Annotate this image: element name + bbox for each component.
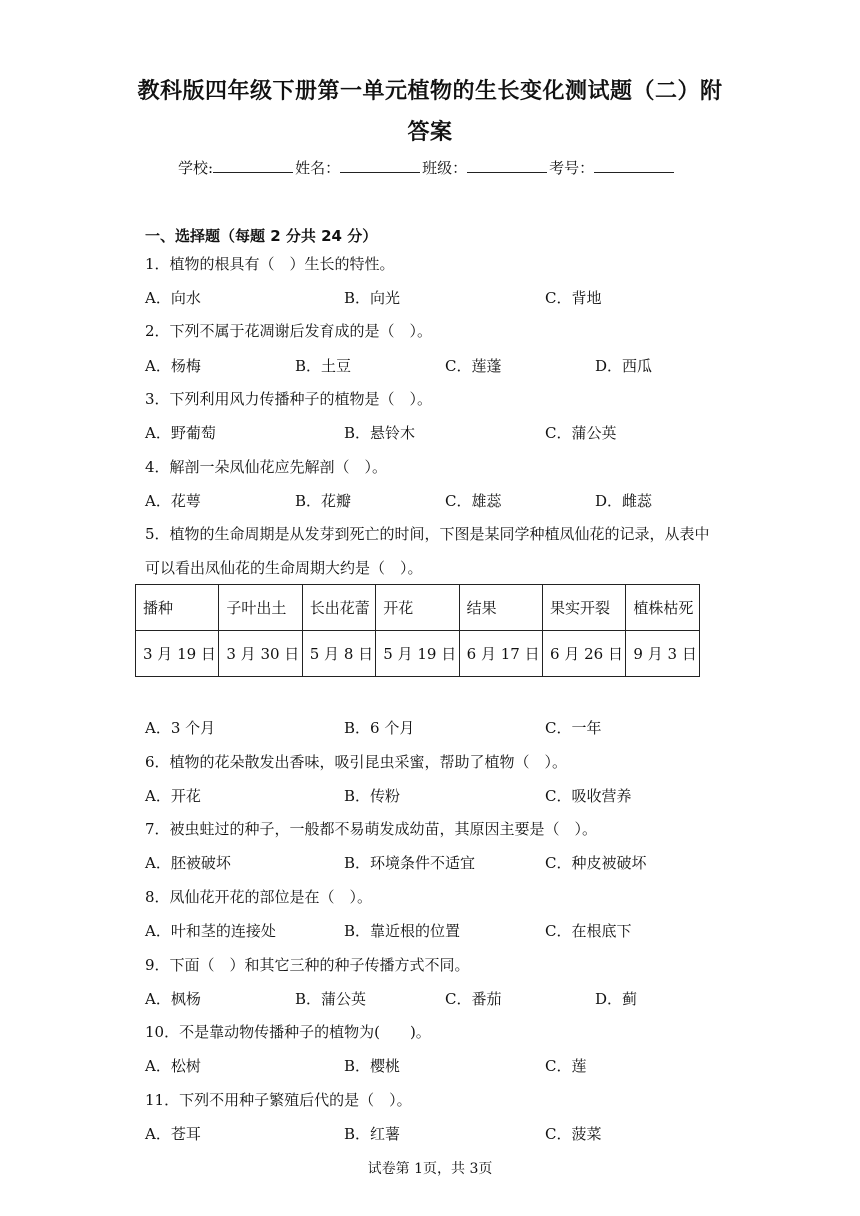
- option: C．菠菜: [545, 1125, 602, 1143]
- option: B．蒲公英: [295, 990, 367, 1008]
- option: C．雄蕊: [445, 492, 502, 510]
- page-footer: 试卷第 1页，共 3页: [367, 1161, 493, 1177]
- table-cell: 植株枯死: [626, 585, 700, 631]
- exam-no-blank: [594, 159, 674, 173]
- option: C．吸收营养: [545, 787, 632, 805]
- question-1: 1．植物的根具有（ ）生长的特性。: [145, 255, 395, 273]
- table-cell: 3 月 30 日: [219, 631, 302, 677]
- option: B．樱桃: [344, 1057, 401, 1075]
- option: C．背地: [545, 289, 602, 307]
- question-5-cont: 可以看出凤仙花的生命周期大约是（ ）。: [145, 559, 423, 577]
- table-cell: 5 月 19 日: [376, 631, 459, 677]
- option: A．松树: [145, 1057, 201, 1075]
- table-cell: 6 月 26 日: [543, 631, 626, 677]
- table-cell: 播种: [136, 585, 219, 631]
- option: C．莲: [545, 1057, 587, 1075]
- table-cell: 子叶出土: [219, 585, 302, 631]
- question-8: 8．凤仙花开花的部位是在（ ）。: [145, 888, 373, 906]
- table-cell: 6 月 17 日: [459, 631, 542, 677]
- option: A．3 个月: [145, 719, 216, 737]
- option: D．蓟: [595, 990, 638, 1008]
- school-blank: [213, 159, 293, 173]
- growth-record-table: [135, 584, 700, 677]
- question-9: 9．下面（ ）和其它三种的种子传播方式不同。: [145, 956, 470, 974]
- question-4: 4．解剖一朵凤仙花应先解剖（ ）。: [145, 458, 388, 476]
- student-info: [178, 157, 676, 178]
- paper-title-line1: 教科版四年级下册第一单元植物的生长变化测试题（二）附: [137, 79, 723, 104]
- question-11: 11．下列不用种子繁殖后代的是（ ）。: [145, 1091, 412, 1109]
- question-10: 10．不是靠动物传播种子的植物为( )。: [145, 1023, 431, 1041]
- name-blank: [340, 159, 420, 173]
- option: D．西瓜: [595, 357, 653, 375]
- option: C．蒲公英: [545, 424, 617, 442]
- name-label: 姓名：: [295, 159, 341, 177]
- table-cell: 9 月 3 日: [626, 631, 700, 677]
- table-cell: 3 月 19 日: [136, 631, 219, 677]
- option: A．枫杨: [145, 990, 201, 1008]
- exam-no-label: 考号：: [549, 159, 595, 177]
- table-header-row: [136, 585, 700, 631]
- option: B．红薯: [344, 1125, 401, 1143]
- question-7: 7．被虫蛀过的种子，一般都不易萌发成幼苗，其原因主要是（ ）。: [145, 820, 598, 838]
- option: A．杨梅: [145, 357, 201, 375]
- section-heading: 一、选择题（每题 2 分共 24 分）: [145, 227, 378, 245]
- table-cell: 长出花蕾: [302, 585, 376, 631]
- question-2: 2．下列不属于花凋谢后发育成的是（ ）。: [145, 322, 433, 340]
- option: C．在根底下: [545, 922, 632, 940]
- option: D．雌蕊: [595, 492, 653, 510]
- option: B．6 个月: [344, 719, 415, 737]
- table-row: [136, 631, 700, 677]
- option: A．野葡萄: [145, 424, 216, 442]
- option: C．种皮被破坏: [545, 854, 647, 872]
- school-label: 学校:: [178, 159, 214, 177]
- question-6: 6．植物的花朵散发出香味，吸引昆虫采蜜，帮助了植物（ ）。: [145, 753, 568, 771]
- class-label: 班级：: [422, 159, 468, 177]
- option: C．一年: [545, 719, 602, 737]
- table-cell: 5 月 8 日: [302, 631, 376, 677]
- table-cell: 开花: [376, 585, 459, 631]
- option: C．莲蓬: [445, 357, 502, 375]
- option: B．土豆: [295, 357, 352, 375]
- option: A．向水: [145, 289, 201, 307]
- option: A．花萼: [145, 492, 201, 510]
- option: B．花瓣: [295, 492, 352, 510]
- question-5: 5．植物的生命周期是从发芽到死亡的时间，下图是某同学种植凤仙花的记录，从表中: [145, 525, 710, 543]
- class-blank: [467, 159, 547, 173]
- option: A．胚被破坏: [145, 854, 231, 872]
- paper-title-line2: 答案: [407, 120, 453, 145]
- option: A．叶和茎的连接处: [145, 922, 276, 940]
- table-cell: 果实开裂: [543, 585, 626, 631]
- option: B．环境条件不适宜: [344, 854, 476, 872]
- question-3: 3．下列利用风力传播种子的植物是（ ）。: [145, 390, 433, 408]
- option: B．向光: [344, 289, 401, 307]
- option: C．番茄: [445, 990, 502, 1008]
- option: B．悬铃木: [344, 424, 416, 442]
- option: B．传粉: [344, 787, 401, 805]
- option: A．开花: [145, 787, 201, 805]
- table-cell: 结果: [459, 585, 542, 631]
- option: B．靠近根的位置: [344, 922, 461, 940]
- option: A．苍耳: [145, 1125, 201, 1143]
